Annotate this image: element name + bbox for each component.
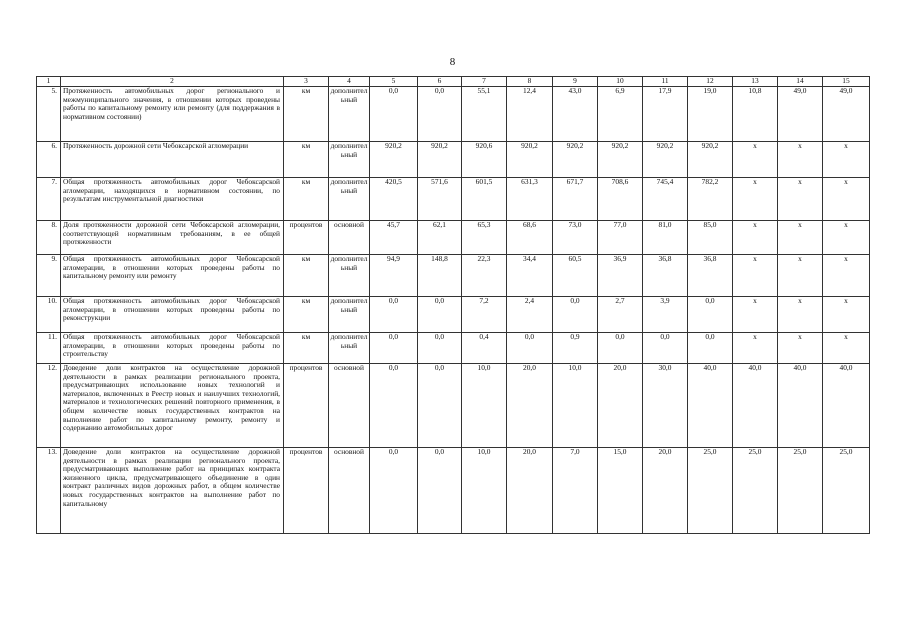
value-cell: х bbox=[823, 178, 870, 221]
row-number: 8. bbox=[37, 221, 61, 255]
indicator-type: дополнительный bbox=[329, 255, 370, 297]
table-row bbox=[37, 87, 870, 142]
value-cell: 920,2 bbox=[688, 142, 733, 178]
unit-cell: процентов bbox=[284, 448, 329, 534]
value-cell: 25,0 bbox=[823, 448, 870, 534]
column-header: 1 bbox=[37, 77, 61, 87]
column-header: 2 bbox=[61, 77, 284, 87]
column-header: 3 bbox=[284, 77, 329, 87]
indicator-type: основной bbox=[329, 221, 370, 255]
value-cell: 0,0 bbox=[418, 297, 462, 333]
table-row bbox=[37, 255, 870, 297]
value-cell: 94,9 bbox=[370, 255, 418, 297]
unit-cell: процентов bbox=[284, 221, 329, 255]
column-header: 7 bbox=[462, 77, 507, 87]
value-cell: 6,9 bbox=[598, 87, 643, 142]
value-cell: 0,4 bbox=[462, 333, 507, 364]
indicator-type: дополнительный bbox=[329, 142, 370, 178]
row-number: 12. bbox=[37, 364, 61, 448]
value-cell: х bbox=[823, 255, 870, 297]
value-cell: х bbox=[778, 333, 823, 364]
table-row bbox=[37, 178, 870, 221]
column-header: 5 bbox=[370, 77, 418, 87]
value-cell: 0,0 bbox=[688, 297, 733, 333]
row-number: 6. bbox=[37, 142, 61, 178]
value-cell: х bbox=[823, 221, 870, 255]
value-cell: х bbox=[733, 297, 778, 333]
value-cell: 0,0 bbox=[370, 448, 418, 534]
row-number: 7. bbox=[37, 178, 61, 221]
indicator-type: дополнительный bbox=[329, 87, 370, 142]
value-cell: 0,0 bbox=[643, 333, 688, 364]
value-cell: 0,0 bbox=[553, 297, 598, 333]
value-cell: 36,8 bbox=[643, 255, 688, 297]
value-cell: 25,0 bbox=[733, 448, 778, 534]
indicator-type: дополнительный bbox=[329, 178, 370, 221]
value-cell: х bbox=[733, 142, 778, 178]
row-number: 13. bbox=[37, 448, 61, 534]
indicator-name: Доведение доли контрактов на осуществление дорожной деятельности в рамках реализации регионального проекта, предусматривающих использование новых технологий и материалов, включенных в Реестр новых и наилучших технологий, материалов и технологических решений повторного применения, в общем количестве новых государственных контрактов на выполнение работ по капитальному ремонту, ремонту и содержанию автомобильных дорог bbox=[61, 364, 284, 448]
value-cell: 920,2 bbox=[598, 142, 643, 178]
value-cell: 81,0 bbox=[643, 221, 688, 255]
indicator-name: Общая протяженность автомобильных дорог Чебоксарской агломерации, находящихся в нормативном состоянии, по результатам инструментальной диагностики bbox=[61, 178, 284, 221]
value-cell: 0,0 bbox=[418, 333, 462, 364]
indicator-type: дополнительный bbox=[329, 333, 370, 364]
table-row bbox=[37, 333, 870, 364]
value-cell: 920,6 bbox=[462, 142, 507, 178]
value-cell: х bbox=[778, 297, 823, 333]
column-header: 13 bbox=[733, 77, 778, 87]
value-cell: х bbox=[778, 221, 823, 255]
value-cell: 34,4 bbox=[507, 255, 553, 297]
value-cell: 62,1 bbox=[418, 221, 462, 255]
value-cell: 708,6 bbox=[598, 178, 643, 221]
value-cell: х bbox=[733, 178, 778, 221]
value-cell: 65,3 bbox=[462, 221, 507, 255]
value-cell: х bbox=[823, 142, 870, 178]
indicator-name: Общая протяженность автомобильных дорог Чебоксарской агломерации, в отношении которых проведены работы по капитальному ремонту или ремонту bbox=[61, 255, 284, 297]
value-cell: х bbox=[823, 297, 870, 333]
value-cell: 148,8 bbox=[418, 255, 462, 297]
value-cell: 2,7 bbox=[598, 297, 643, 333]
value-cell: 0,0 bbox=[688, 333, 733, 364]
unit-cell: км bbox=[284, 255, 329, 297]
value-cell: 3,9 bbox=[643, 297, 688, 333]
indicator-type: основной bbox=[329, 448, 370, 534]
value-cell: 920,2 bbox=[553, 142, 598, 178]
column-header: 10 bbox=[598, 77, 643, 87]
column-header: 12 bbox=[688, 77, 733, 87]
value-cell: 0,0 bbox=[370, 297, 418, 333]
value-cell: 920,2 bbox=[418, 142, 462, 178]
value-cell: 631,3 bbox=[507, 178, 553, 221]
value-cell: 45,7 bbox=[370, 221, 418, 255]
value-cell: 10,8 bbox=[733, 87, 778, 142]
value-cell: 20,0 bbox=[507, 364, 553, 448]
value-cell: 7,2 bbox=[462, 297, 507, 333]
value-cell: 0,0 bbox=[370, 87, 418, 142]
value-cell: 36,8 bbox=[688, 255, 733, 297]
page-number: 8 bbox=[449, 56, 456, 68]
value-cell: 0,0 bbox=[418, 448, 462, 534]
indicator-type: основной bbox=[329, 364, 370, 448]
unit-cell: км bbox=[284, 333, 329, 364]
value-cell: х bbox=[733, 333, 778, 364]
indicator-name: Протяженность дорожной сети Чебоксарской агломерации bbox=[61, 142, 284, 178]
indicator-name: Доля протяженности дорожной сети Чебоксарской агломерации, соответствующей нормативным требованиям, в ее общей протяженности bbox=[61, 221, 284, 255]
value-cell: 40,0 bbox=[688, 364, 733, 448]
value-cell: 601,5 bbox=[462, 178, 507, 221]
value-cell: 0,9 bbox=[553, 333, 598, 364]
value-cell: 10,0 bbox=[462, 364, 507, 448]
value-cell: 68,6 bbox=[507, 221, 553, 255]
value-cell: 25,0 bbox=[778, 448, 823, 534]
value-cell: 49,0 bbox=[778, 87, 823, 142]
value-cell: 671,7 bbox=[553, 178, 598, 221]
value-cell: 12,4 bbox=[507, 87, 553, 142]
indicator-name: Общая протяженность автомобильных дорог Чебоксарской агломерации, в отношении которых проведены работы по строительству bbox=[61, 333, 284, 364]
value-cell: 0,0 bbox=[370, 333, 418, 364]
value-cell: 2,4 bbox=[507, 297, 553, 333]
value-cell: 20,0 bbox=[598, 364, 643, 448]
table-row bbox=[37, 297, 870, 333]
row-number: 9. bbox=[37, 255, 61, 297]
value-cell: х bbox=[823, 333, 870, 364]
value-cell: 782,2 bbox=[688, 178, 733, 221]
value-cell: 0,0 bbox=[418, 87, 462, 142]
value-cell: 49,0 bbox=[823, 87, 870, 142]
unit-cell: км bbox=[284, 178, 329, 221]
value-cell: 745,4 bbox=[643, 178, 688, 221]
value-cell: 7,0 bbox=[553, 448, 598, 534]
indicator-name: Доведение доли контрактов на осуществление дорожной деятельности в рамках реализации регионального проекта, предусматривающих выполнение работ на принципах контракта жизненного цикла, предусматривающего объединение в один контракт различных видов дорожных работ, в общем количестве новых государственных контрактов на выполнение работ по капитальному bbox=[61, 448, 284, 534]
value-cell: х bbox=[733, 255, 778, 297]
value-cell: 10,0 bbox=[553, 364, 598, 448]
column-header: 8 bbox=[507, 77, 553, 87]
value-cell: 55,1 bbox=[462, 87, 507, 142]
indicator-name: Протяженность автомобильных дорог регионального и межмуниципального значения, в отношении которых проведены работы по капитальному ремонту или ремонту (для поддержания в нормативном состоянии) bbox=[61, 87, 284, 142]
value-cell: 17,9 bbox=[643, 87, 688, 142]
column-header: 15 bbox=[823, 77, 870, 87]
value-cell: 40,0 bbox=[823, 364, 870, 448]
table-row bbox=[37, 364, 870, 448]
unit-cell: процентов bbox=[284, 364, 329, 448]
value-cell: 0,0 bbox=[370, 364, 418, 448]
header-row bbox=[37, 77, 870, 87]
indicator-name: Общая протяженность автомобильных дорог Чебоксарской агломерации, в отношении которых проведены работы по реконструкции bbox=[61, 297, 284, 333]
value-cell: 60,5 bbox=[553, 255, 598, 297]
value-cell: 20,0 bbox=[507, 448, 553, 534]
value-cell: 73,0 bbox=[553, 221, 598, 255]
column-header: 6 bbox=[418, 77, 462, 87]
value-cell: х bbox=[733, 221, 778, 255]
value-cell: 15,0 bbox=[598, 448, 643, 534]
value-cell: 420,5 bbox=[370, 178, 418, 221]
value-cell: 22,3 bbox=[462, 255, 507, 297]
value-cell: 25,0 bbox=[688, 448, 733, 534]
value-cell: 19,0 bbox=[688, 87, 733, 142]
value-cell: х bbox=[778, 178, 823, 221]
value-cell: 920,2 bbox=[507, 142, 553, 178]
value-cell: 571,6 bbox=[418, 178, 462, 221]
unit-cell: км bbox=[284, 297, 329, 333]
indicator-type: дополнительный bbox=[329, 297, 370, 333]
value-cell: 30,0 bbox=[643, 364, 688, 448]
column-header: 4 bbox=[329, 77, 370, 87]
value-cell: 10,0 bbox=[462, 448, 507, 534]
value-cell: 920,2 bbox=[370, 142, 418, 178]
row-number: 11. bbox=[37, 333, 61, 364]
table-row bbox=[37, 221, 870, 255]
row-number: 5. bbox=[37, 87, 61, 142]
value-cell: 20,0 bbox=[643, 448, 688, 534]
unit-cell: км bbox=[284, 87, 329, 142]
value-cell: 40,0 bbox=[733, 364, 778, 448]
value-cell: 0,0 bbox=[418, 364, 462, 448]
column-header: 14 bbox=[778, 77, 823, 87]
value-cell: 43,0 bbox=[553, 87, 598, 142]
value-cell: 77,0 bbox=[598, 221, 643, 255]
value-cell: 0,0 bbox=[598, 333, 643, 364]
value-cell: х bbox=[778, 142, 823, 178]
unit-cell: км bbox=[284, 142, 329, 178]
table-row bbox=[37, 448, 870, 534]
column-header: 9 bbox=[553, 77, 598, 87]
indicators-table bbox=[36, 76, 870, 534]
row-number: 10. bbox=[37, 297, 61, 333]
value-cell: 36,9 bbox=[598, 255, 643, 297]
value-cell: 0,0 bbox=[507, 333, 553, 364]
column-header: 11 bbox=[643, 77, 688, 87]
value-cell: 85,0 bbox=[688, 221, 733, 255]
value-cell: х bbox=[778, 255, 823, 297]
table-row bbox=[37, 142, 870, 178]
value-cell: 40,0 bbox=[778, 364, 823, 448]
value-cell: 920,2 bbox=[643, 142, 688, 178]
